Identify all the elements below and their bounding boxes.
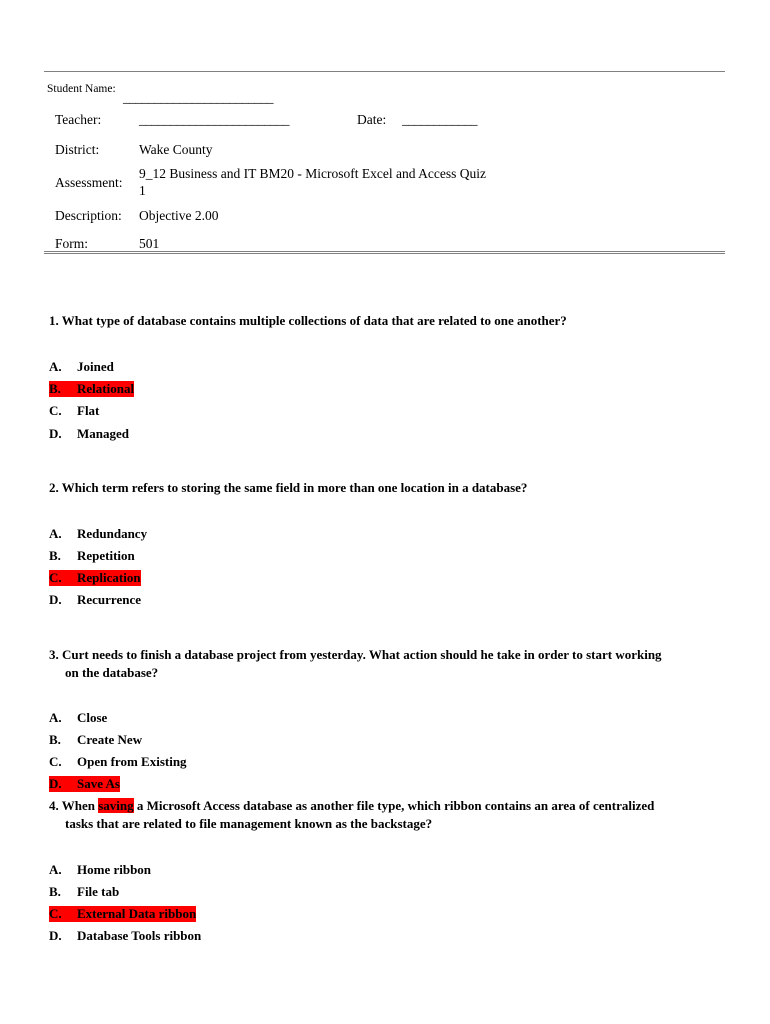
option-letter: B. — [49, 732, 61, 747]
option-letter: A. — [49, 526, 62, 541]
header-top-rule — [44, 71, 725, 72]
question-4-highlighted-word: saving — [98, 798, 134, 813]
option-letter: A. — [49, 710, 62, 725]
description-label: Description: — [55, 208, 122, 223]
option-letter: C. — [49, 570, 77, 586]
question-4-option-a[interactable] — [49, 862, 249, 878]
teacher-label: Teacher: — [55, 112, 102, 127]
question-2 — [49, 479, 721, 497]
question-4-text-line1 — [49, 798, 654, 813]
question-4-option-c[interactable] — [49, 906, 249, 922]
question-2-option-d[interactable] — [49, 592, 249, 608]
district-value: Wake County — [139, 142, 213, 157]
question-1-option-c[interactable] — [49, 403, 249, 419]
question-4-text-suffix: a Microsoft Access database as another file type, which ribbon contains an area of centralized — [133, 798, 655, 813]
district-label: District: — [55, 142, 100, 157]
option-letter: A. — [49, 862, 62, 877]
question-4-text-line2: tasks that are related to file management known as the backstage? — [65, 816, 433, 831]
option-text: Redundancy — [77, 526, 148, 541]
option-text: Home ribbon — [77, 862, 152, 877]
question-4-text-prefix: 4. When — [49, 798, 99, 813]
question-3-option-b[interactable] — [49, 732, 249, 748]
option-letter: C. — [49, 754, 62, 769]
question-1-text: 1. What type of database contains multiple collections of data that are related to one another? — [49, 313, 567, 328]
option-letter: D. — [49, 776, 77, 792]
date-label: Date: — [357, 112, 387, 127]
option-text: File tab — [77, 884, 120, 899]
option-text: Relational — [77, 381, 135, 396]
question-3-option-a[interactable] — [49, 710, 249, 726]
header-bottom-rule — [44, 251, 725, 254]
form-value: 501 — [139, 236, 160, 251]
description-value: Objective 2.00 — [139, 208, 219, 223]
option-letter: C. — [49, 403, 62, 418]
question-4 — [49, 797, 721, 833]
option-text: Close — [77, 710, 108, 725]
question-2-option-c[interactable] — [49, 570, 249, 586]
option-text: Repetition — [77, 548, 135, 563]
option-letter: B. — [49, 381, 77, 397]
assessment-value-line1: 9_12 Business and IT BM20 - Microsoft Excel and Access Quiz — [139, 166, 486, 181]
option-letter: C. — [49, 906, 77, 922]
option-letter: B. — [49, 884, 61, 899]
question-4-option-d[interactable] — [49, 928, 249, 944]
option-text: Recurrence — [77, 592, 142, 607]
question-2-option-b[interactable] — [49, 548, 249, 564]
student-name-label: Student Name: — [47, 83, 116, 95]
question-3-text-line2: on the database? — [65, 665, 159, 680]
question-2-text: 2. Which term refers to storing the same field in more than one location in a database? — [49, 480, 528, 495]
form-label: Form: — [55, 236, 89, 251]
option-letter: D. — [49, 928, 62, 943]
option-text: Database Tools ribbon — [77, 928, 202, 943]
option-text: Replication — [77, 570, 141, 585]
question-1-option-a[interactable] — [49, 359, 249, 375]
option-text: Save As — [77, 776, 120, 791]
date-blank: ____________ — [402, 112, 477, 127]
option-text: Joined — [77, 359, 114, 374]
question-3-text-line1: 3. Curt needs to finish a database project from yesterday. What action should he take in order to start working — [49, 647, 662, 662]
option-letter: B. — [49, 548, 61, 563]
option-text: Flat — [77, 403, 100, 418]
question-1-option-d[interactable] — [49, 426, 249, 442]
question-1-option-b[interactable] — [49, 381, 249, 397]
option-text: Open from Existing — [77, 754, 187, 769]
option-text: Managed — [77, 426, 129, 441]
student-name-blank: ________________________ — [123, 90, 273, 105]
question-4-option-b[interactable] — [49, 884, 249, 900]
teacher-blank: ________________________ — [139, 112, 289, 127]
assessment-value-line2: 1 — [139, 183, 146, 198]
option-text: External Data ribbon — [77, 906, 197, 921]
option-letter: A. — [49, 359, 62, 374]
question-2-option-a[interactable] — [49, 526, 249, 542]
option-letter: D. — [49, 592, 62, 607]
question-3-option-c[interactable] — [49, 754, 249, 770]
question-3 — [49, 646, 721, 682]
option-letter: D. — [49, 426, 62, 441]
question-1 — [49, 312, 721, 330]
question-3-option-d[interactable] — [49, 776, 249, 792]
assessment-label: Assessment: — [55, 175, 123, 190]
option-text: Create New — [77, 732, 143, 747]
